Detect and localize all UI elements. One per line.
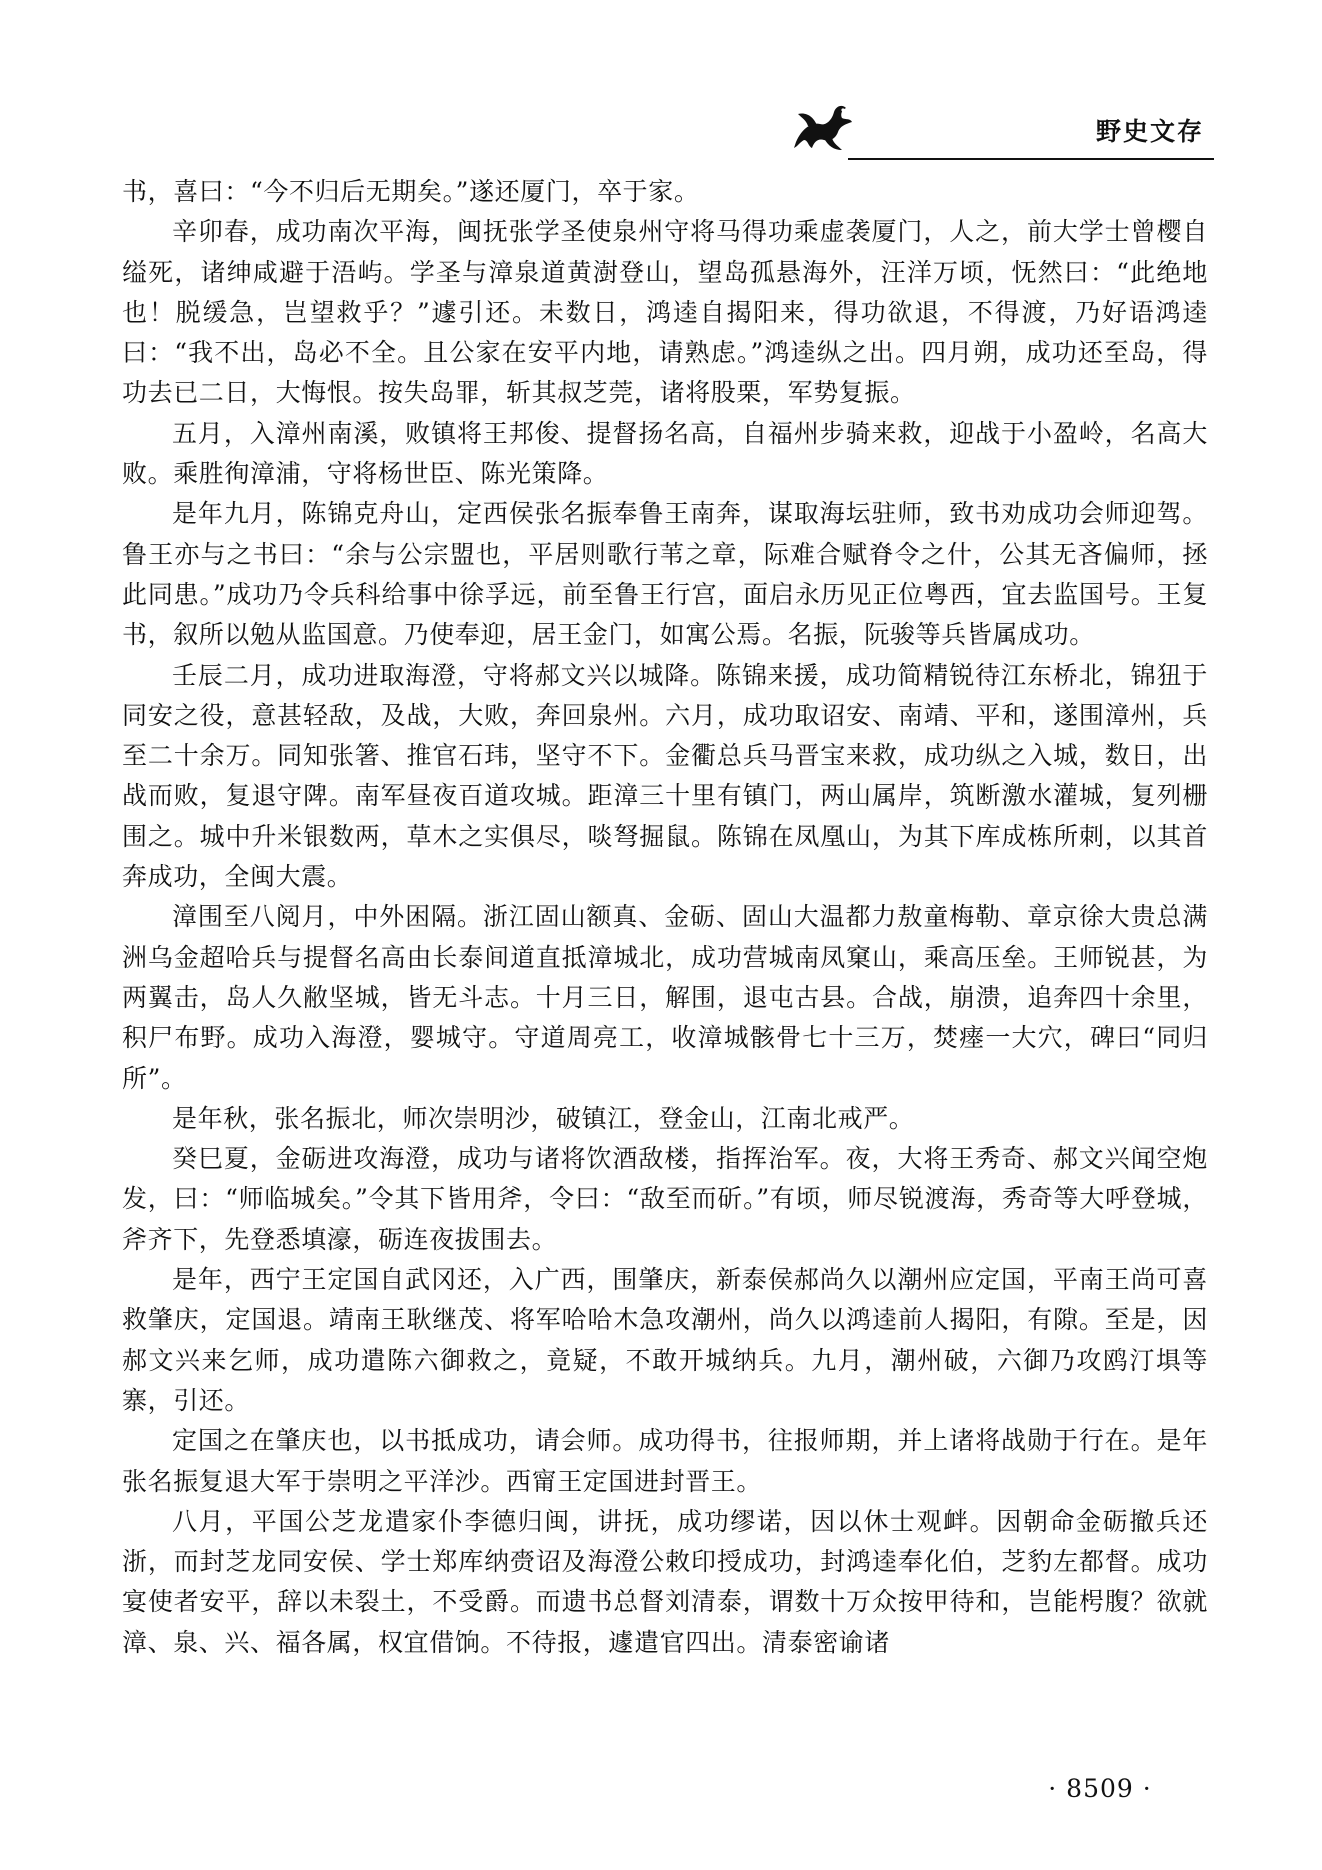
paragraph-1: 书，喜曰：“今不归后无期矣。”遂还厦门，卒于家。 <box>122 177 700 206</box>
paragraph-4: 是年九月，陈锦克舟山，定西侯张名振奉鲁王南奔，谋取海坛驻师，致书劝成功会师迎驾。鲁王亦与之书曰：“余与公宗盟也，平居则歌行苇之章，际难合赋脊令之什，公其无吝偏师，拯此同患。”成功乃令兵科给事中徐孚远，前至鲁王行宫，面启永历见正位粤西，宜去监国号。王复书，叙所以勉从监国意。乃使奉迎，居王金门，如寓公焉。名振，阮骏等兵皆属成功。 <box>122 499 1208 650</box>
body-text <box>122 172 1208 1663</box>
paragraph-6: 漳围至八阅月，中外困隔。浙江固山额真、金砺、固山大温都力敖童梅勒、章京徐大贵总满洲乌金超哈兵与提督名高由长泰间道直抵漳城北，成功营城南凤窠山，乘高压垒。王师锐甚，为两翼击，岛人久敝坚城，皆无斗志。十月三日，解围，退屯古县。合战，崩溃，追奔四十余里，积尸布野。成功入海澄，婴城守。守道周亮工，收漳城骸骨七十三万，焚瘗一大穴，碑曰“同归所”。 <box>122 902 1208 1093</box>
page-number: · 8509 · <box>1048 1774 1152 1803</box>
paragraph-2: 辛卯春，成功南次平海，闽抚张学圣使泉州守将马得功乘虚袭厦门，人之，前大学士曾樱自缢死，诸绅咸避于浯屿。学圣与漳泉道黄澍登山，望岛孤悬海外，汪洋万顷，怃然曰：“此绝地也！脱缓急，岂望救乎？”遽引还。未数日，鸿逵自揭阳来，得功欲退，不得渡，乃好语鸿逵曰：“我不出，岛必不全。且公家在安平内地，请熟虑。”鸿逵纵之出。四月朔，成功还至岛，得功去已二日，大悔恨。按失岛罪，斩其叔芝莞，诸将股栗，军势复振。 <box>122 217 1208 408</box>
paragraph-8: 癸巳夏，金砺进攻海澄，成功与诸将饮酒敌楼，指挥治军。夜，大将王秀奇、郝文兴闻空炮发，曰：“师临城矣。”令其下皆用斧，令曰：“敌至而斫。”有顷，师尽锐渡海，秀奇等大呼登城，斧齐下，先登悉填濠，砺连夜拔围去。 <box>122 1144 1208 1254</box>
page-header <box>788 96 1214 168</box>
paragraph-11: 八月，平国公芝龙遣家仆李德归闽，讲抚，成功缪诺，因以休士观衅。因朝命金砺撤兵还浙，而封芝龙同安侯、学士郑库纳赍诏及海澄公敕印授成功，封鸿逵奉化伯，芝豹左都督。成功宴使者安平，辞以未裂土，不受爵。而遗书总督刘清泰，谓数十万众按甲待和，岂能枵腹？欲就漳、泉、兴、福各属，权宜借饷。不待报，遽遣官四出。清泰密谕诸 <box>122 1506 1208 1657</box>
paragraph-3: 五月，入漳州南溪，败镇将王邦俊、提督扬名高，自福州步骑来救，迎战于小盈岭，名高大败。乘胜徇漳浦，守将杨世臣、陈光策降。 <box>122 418 1208 489</box>
header-title: 野史文存 <box>1095 117 1204 146</box>
dragon-icon <box>788 98 854 158</box>
paragraph-5: 壬辰二月，成功进取海澄，守将郝文兴以城降。陈锦来援，成功简精锐待江东桥北，锦狃于同安之役，意甚轻敌，及战，大败，奔回泉州。六月，成功取诏安、南靖、平和，遂围漳州，兵至二十余万。同知张箸、推官石玮，坚守不下。金衢总兵马晋宝来救，成功纵之入城，数日，出战而败，复退守陴。南军昼夜百道攻城。距漳三十里有镇门，两山属岸，筑断激水灌城，复列栅围之。城中升米银数两，草木之实俱尽，啖弩掘鼠。陈锦在凤凰山，为其下库成栋所刺，以其首奔成功，全闽大震。 <box>122 660 1208 892</box>
paragraph-9: 是年，西宁王定国自武冈还，入广西，围肇庆，新泰侯郝尚久以潮州应定国，平南王尚可喜救肇庆，定国退。靖南王耿继茂、将军哈哈木急攻潮州，尚久以鸿逵前人揭阳，有隙。至是，因郝文兴来乞师，成功遣陈六御救之，竟疑，不敢开城纳兵。九月，潮州破，六御乃攻鸥汀埧等寨，引还。 <box>122 1265 1208 1415</box>
header-rule <box>848 158 1214 160</box>
paragraph-7: 是年秋，张名振北，师次崇明沙，破镇江，登金山，江南北戒严。 <box>172 1103 915 1133</box>
paragraph-10: 定国之在肇庆也，以书抵成功，请会师。成功得书，往报师期，并上诸将战勋于行在。是年张名振复退大军于崇明之平洋沙。西甯王定国进封晋王。 <box>122 1426 1208 1496</box>
